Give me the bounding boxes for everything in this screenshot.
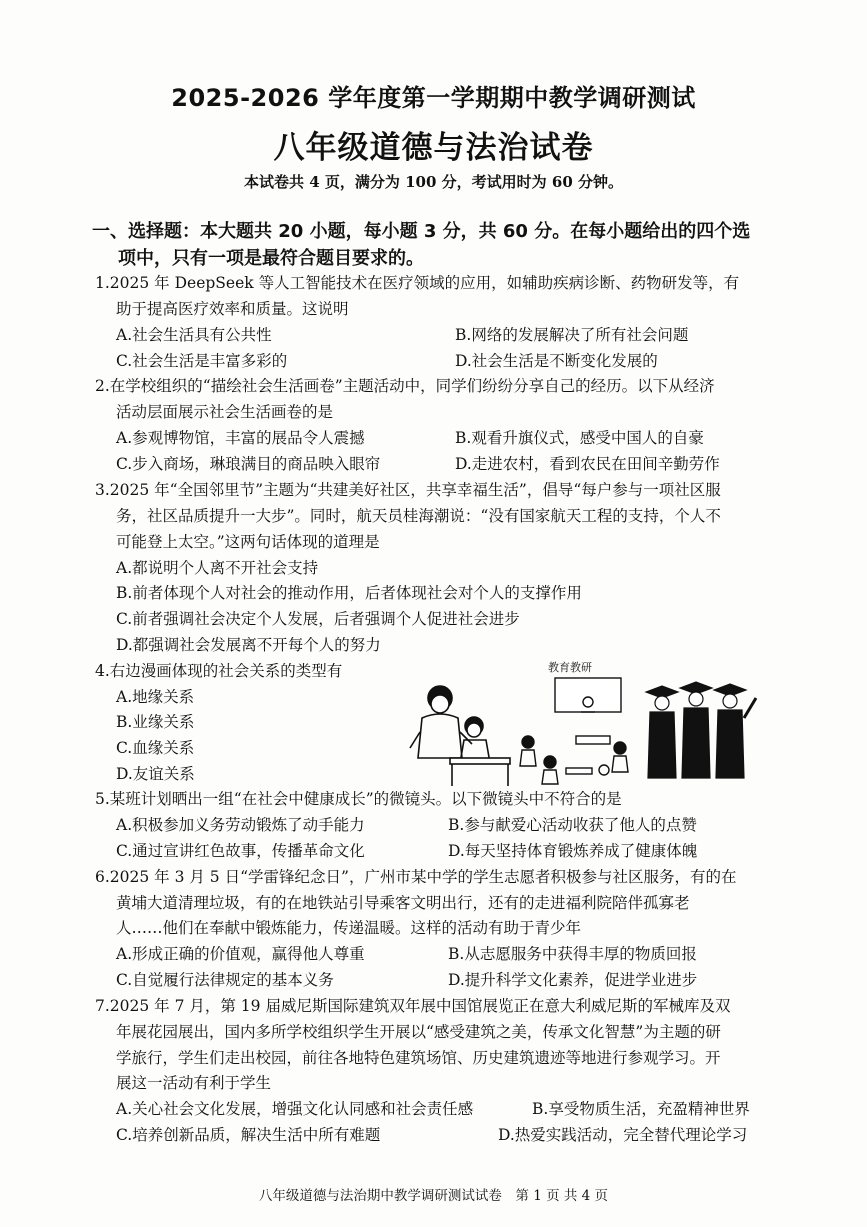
q4-option-c: C.血缘关系: [116, 739, 195, 757]
q3-stem-3: 可能登上太空。”这两句话体现的道理是: [116, 533, 380, 551]
q2-stem-1: 2.在学校组织的“描绘社会生活画卷”主题活动中，同学们纷纷分享自己的经历。以下从经济: [95, 377, 715, 395]
q7-stem-2: 年展花园展出，国内多所学校组织学生开展以“感受建筑之美，传承文化智慧”为主题的研: [116, 1023, 721, 1041]
section-heading-line1: 一、选择题：本大题共 20 小题，每小题 3 分，共 60 分。在每小题给出的四个选: [92, 221, 751, 242]
q5-option-c: C.通过宣讲红色故事，传播革命文化: [116, 842, 365, 860]
q5-option-b: B.参与献爱心活动收获了他人的点赞: [448, 816, 697, 834]
q7-option-b: B.享受物质生活，充盈精神世界: [532, 1100, 750, 1118]
q6-option-d: D.提升科学文化素养，促进学业进步: [448, 971, 698, 989]
q7-option-d: D.热爱实践活动，完全替代理论学习: [498, 1126, 748, 1144]
exam-title: 2025-2026 学年度第一学期期中教学调研测试: [171, 84, 696, 112]
q4-stem-1: 4.右边漫画体现的社会关系的类型有: [95, 662, 343, 680]
q6-stem-2: 黄埔大道清理垃圾，有的在地铁站引导乘客文明出行，还有的走进福利院陪伴孤寡老: [116, 894, 690, 912]
section-heading-line2: 项中，只有一项是最符合题目要求的。: [118, 248, 424, 269]
q3-option-d: D.都强调社会发展离不开每个人的努力: [116, 636, 381, 654]
q7-option-a: A.关心社会文化发展，增强文化认同感和社会责任感: [116, 1100, 474, 1118]
q6-stem-3: 人……他们在奉献中锻炼能力，传递温暖。这样的活动有助于青少年: [116, 919, 582, 937]
q2-option-a: A.参观博物馆，丰富的展品令人震撼: [116, 429, 365, 447]
q7-stem-3: 学旅行，学生们走出校园，前往各地特色建筑场馆、历史建筑遗迹等地进行参观学习。开: [116, 1049, 721, 1067]
q4-option-b: B.业缘关系: [116, 713, 195, 731]
q1-option-d: D.社会生活是不断变化发展的: [455, 352, 658, 370]
q5-option-a: A.积极参加义务劳动锻炼了动手能力: [116, 816, 365, 834]
q5-option-d: D.每天坚持体育锻炼养成了健康体魄: [448, 842, 698, 860]
q1-stem-2: 助于提高医疗效率和质量。这说明: [116, 300, 349, 318]
q2-option-d: D.走进农村，看到农民在田间辛勤劳作: [455, 455, 720, 473]
family-scene: [410, 686, 510, 786]
q2-option-c: C.步入商场，琳琅满目的商品映入眼帘: [116, 455, 381, 473]
page-footer: 八年级道德与法治期中教学调研测试试卷 第 1 页 共 4 页: [258, 1188, 609, 1204]
section-heading: [92, 218, 792, 272]
q4-option-d: D.友谊关系: [116, 765, 195, 783]
q5-stem-1: 5.某班计划晒出一组“在社会中健康成长”的微镜头。以下微镜头中不符合的是: [95, 790, 622, 808]
q2-option-b: B.观看升旗仪式，感受中国人的自豪: [455, 429, 704, 447]
q7-option-c: C.培养创新品质，解决生活中所有难题: [116, 1126, 381, 1144]
exam-subtitle: 八年级道德与法治试卷: [273, 130, 594, 166]
q4-option-a: A.地缘关系: [116, 688, 195, 706]
q6-option-c: C.自觉履行法律规定的基本义务: [116, 971, 334, 989]
q1-option-a: A.社会生活具有公共性: [116, 326, 272, 344]
q6-option-a: A.形成正确的价值观，赢得他人尊重: [116, 945, 365, 963]
q3-stem-1: 3.2025 年“全国邻里节”主题为“共建美好社区，共享幸福生活”，倡导“每户参与一项社区服: [95, 481, 721, 499]
q3-option-a: A.都说明个人离不开社会支持: [116, 559, 319, 577]
q1-stem-1: 1.2025 年 DeepSeek 等人工智能技术在医疗领域的应用，如辅助疾病诊断、药物研发等，有: [95, 274, 740, 292]
q1-option-b: B.网络的发展解决了所有社会问题: [455, 326, 689, 344]
exam-note: 本试卷共 4 页，满分为 100 分，考试用时为 60 分钟。: [244, 173, 623, 191]
classroom-scene: [520, 660, 628, 784]
q6-option-b: B.从志愿服务中获得丰厚的物质回报: [448, 945, 697, 963]
q3-option-b: B.前者体现个人对社会的推动作用，后者体现社会对个人的支撑作用: [116, 584, 582, 602]
q6-stem-1: 6.2025 年 3 月 5 日“学雷锋纪念日”，广州市某中学的学生志愿者积极参与社区服务，有的在: [95, 868, 737, 886]
comic-illustration: [400, 658, 780, 788]
q3-option-c: C.前者强调社会决定个人发展，后者强调个人促进社会进步: [116, 610, 520, 628]
graduates-scene: [646, 682, 756, 778]
q1-option-c: C.社会生活是丰富多彩的: [116, 352, 288, 370]
q2-stem-2: 活动层面展示社会生活画卷的是: [116, 403, 334, 421]
comic-caption: 教育教研: [548, 661, 592, 674]
q7-stem-1: 7.2025 年 7 月，第 19 届威尼斯国际建筑双年展中国馆展览正在意大利威尼斯的军械库及双: [95, 997, 731, 1015]
q7-stem-4: 展这一活动有利于学生: [116, 1074, 272, 1092]
q3-stem-2: 务，社区品质提升一大步”。同时，航天员桂海潮说：“没有国家航天工程的支持，个人不: [116, 507, 721, 525]
